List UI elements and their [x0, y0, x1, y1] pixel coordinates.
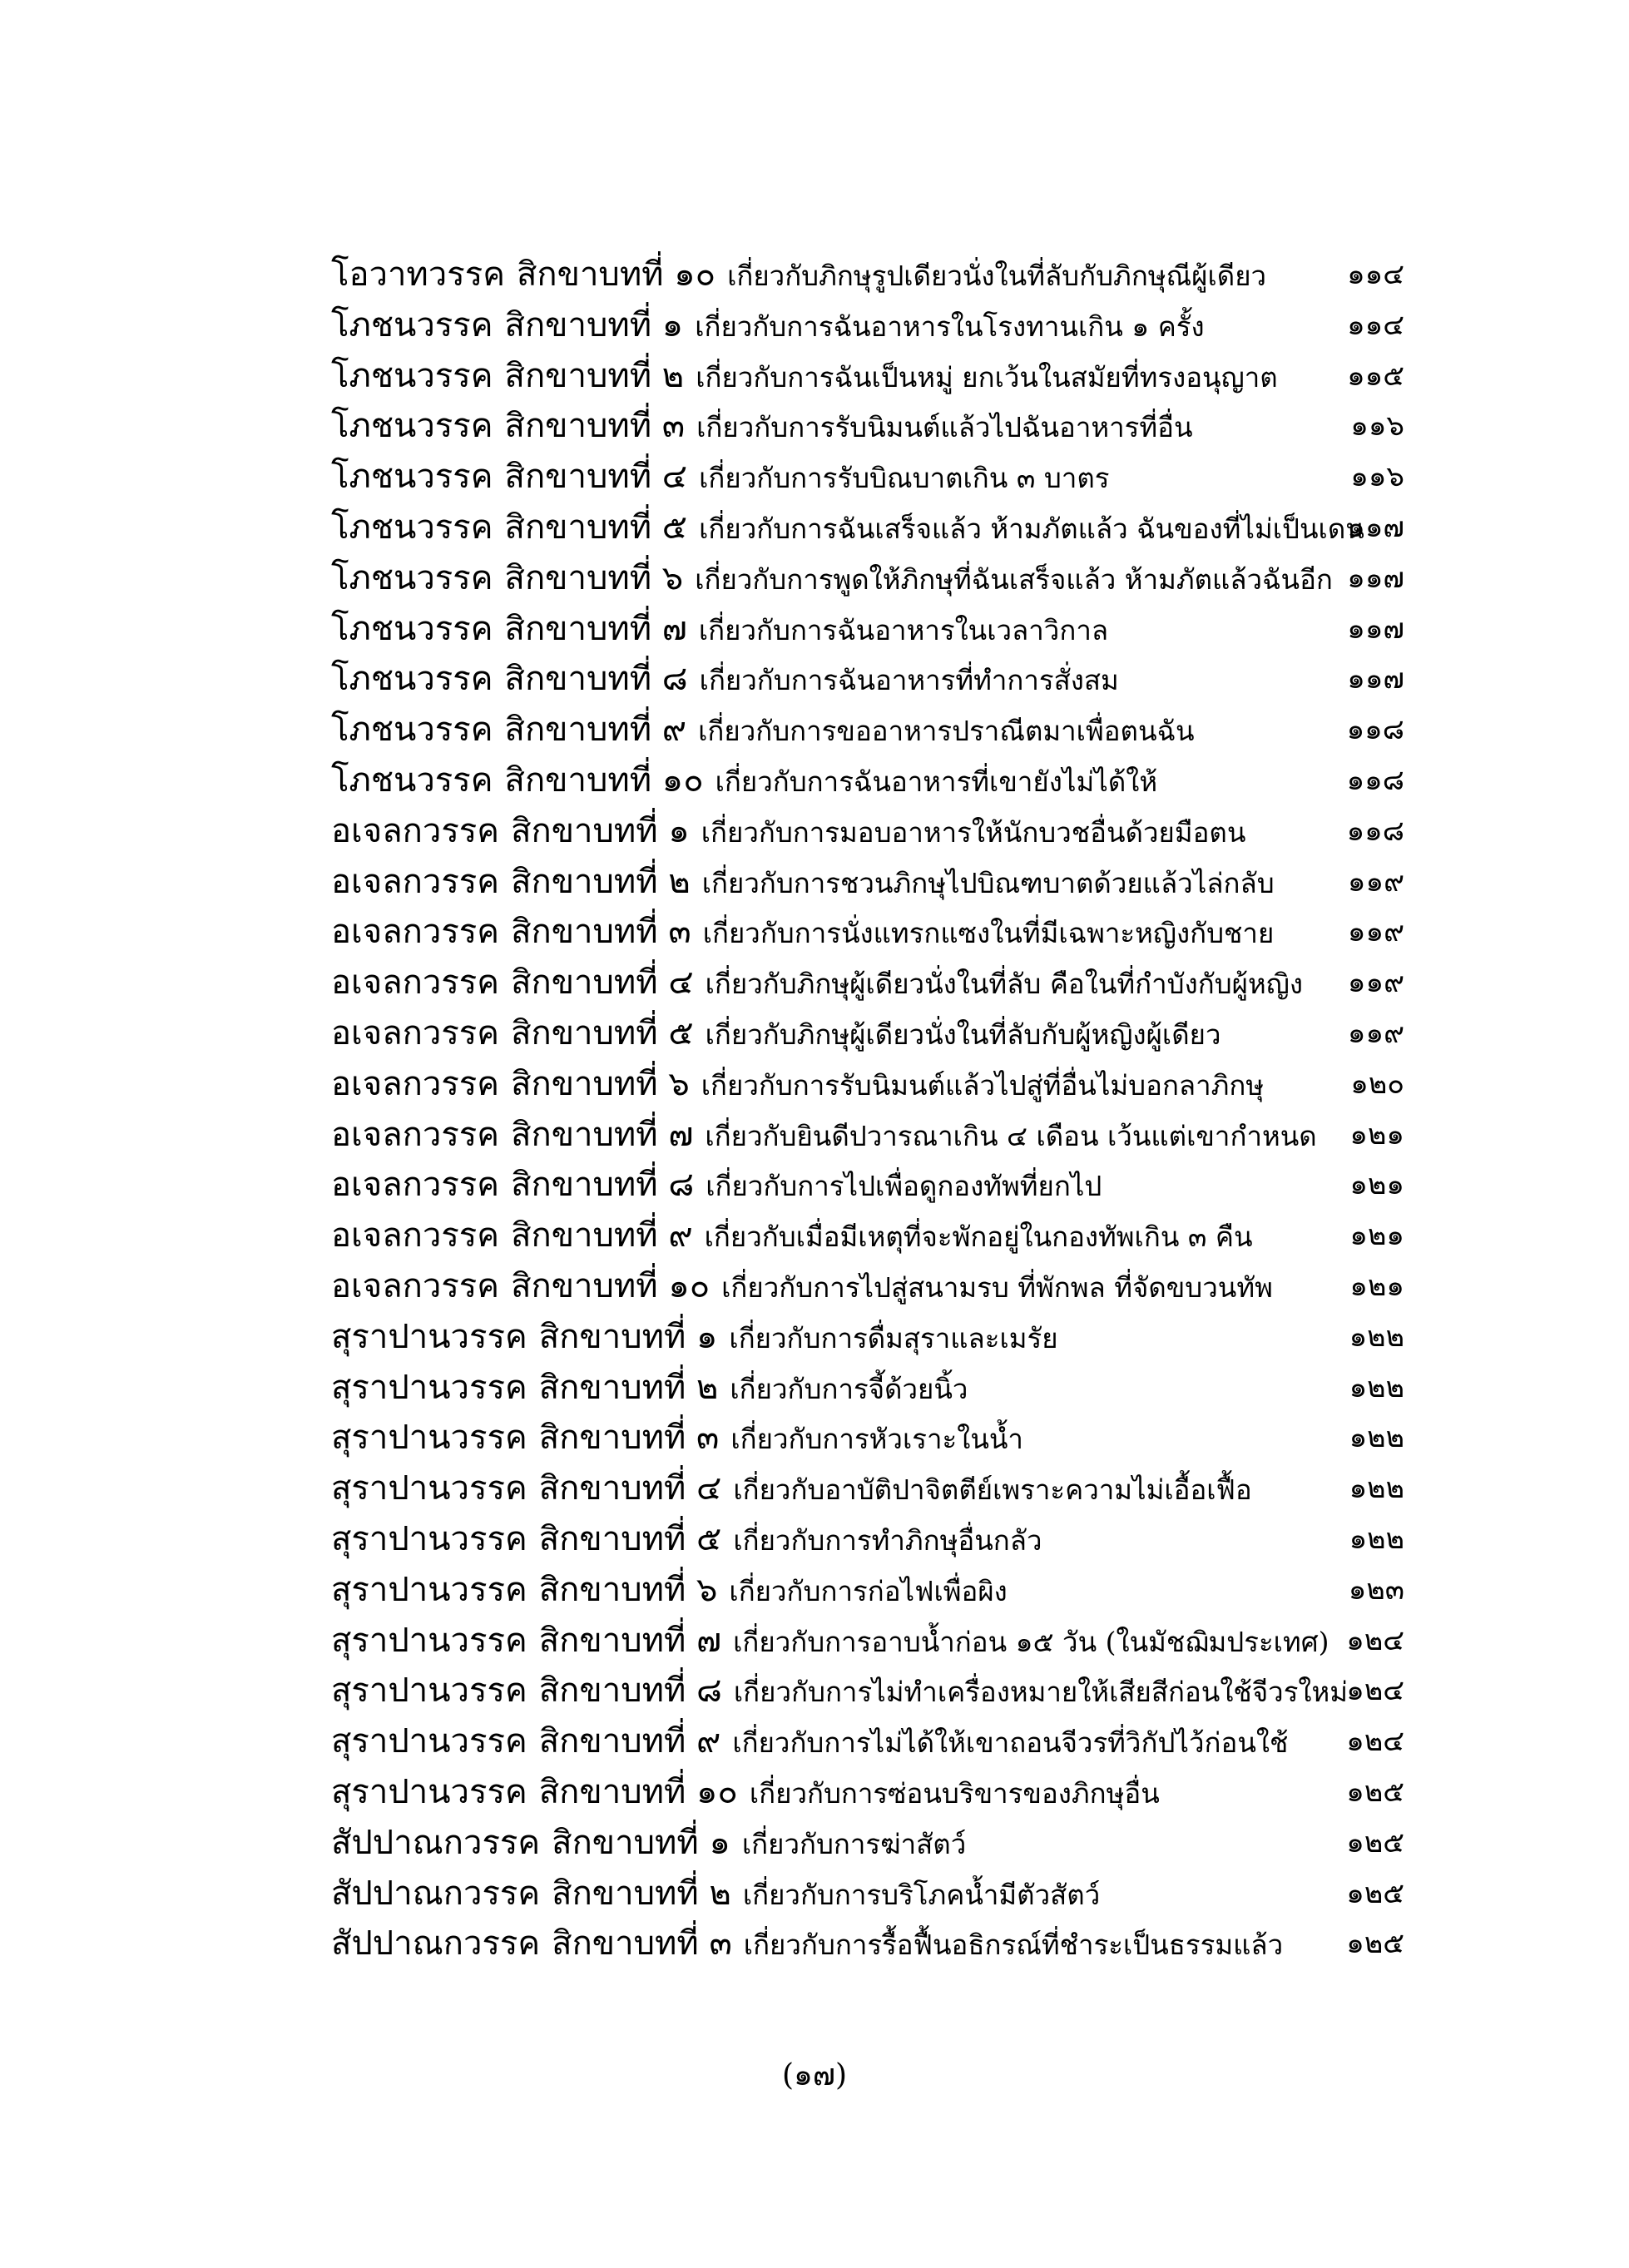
- toc-chapter-name: สัปปาณกวรรค: [331, 1924, 541, 1963]
- toc-page-number: ๑๑๔: [1347, 308, 1404, 342]
- toc-rule-number: สิกขาบทที่ ๑: [511, 811, 690, 850]
- toc-page-number: ๑๒๔: [1346, 1623, 1404, 1657]
- toc-rule-number: สิกขาบทที่ ๗: [504, 609, 687, 648]
- toc-rule-number: สิกขาบทที่ ๖: [504, 558, 684, 597]
- toc-entry: [331, 1110, 1404, 1161]
- toc-chapter-name: อเจลกวรรค: [331, 1266, 500, 1305]
- toc-chapter-name: โภชนวรรค: [331, 356, 493, 395]
- toc-rule-number: สิกขาบทที่ ๔: [511, 963, 694, 1003]
- toc-page-number: ๑๑๙: [1347, 915, 1404, 949]
- toc-page-number: ๑๑๖: [1350, 409, 1404, 443]
- toc-rule-number: สิกขาบทที่ ๑๐: [516, 255, 716, 294]
- toc-rule-description: เกี่ยวกับการไปสู่สนามรบ ที่พักพล ที่จัดขบวนทัพ: [721, 1270, 1273, 1304]
- toc-chapter-name: สุราปานวรรค: [331, 1368, 527, 1407]
- toc-entry: [331, 1666, 1404, 1716]
- toc-rule-description: เกี่ยวกับภิกษุผู้เดียวนั่งในที่ลับ คือในที่กำบังกับผู้หญิง: [705, 968, 1303, 1001]
- toc-rule-description: เกี่ยวกับการหัวเราะในน้ำ: [730, 1423, 1023, 1456]
- toc-rule-description: เกี่ยวกับการพูดให้ภิกษุที่ฉันเสร็จแล้ว ห้ามภัตแล้วฉันอีก: [695, 562, 1333, 596]
- toc-chapter-name: สุราปานวรรค: [331, 1772, 527, 1811]
- toc-rule-number: สิกขาบทที่ ๓: [538, 1419, 720, 1458]
- toc-chapter-name: อเจลกวรรค: [331, 1064, 500, 1103]
- toc-rule-number: สิกขาบทที่ ๖: [511, 1064, 690, 1103]
- toc-rule-number: สิกขาบทที่ ๑๐: [511, 1266, 711, 1305]
- toc-rule-number: สิกขาบทที่ ๗: [511, 1115, 694, 1154]
- toc-rule-description: เกี่ยวกับการดื่มสุราและเมรัย: [729, 1321, 1058, 1354]
- toc-chapter-name: โภชนวรรค: [331, 660, 493, 699]
- toc-rule-description: เกี่ยวกับการไม่ได้ให้เขาถอนจีวรที่วิกัปไว้ก่อนใช้: [732, 1726, 1289, 1760]
- toc-chapter-name: โภชนวรรค: [331, 760, 493, 800]
- toc-rule-description: เกี่ยวกับการฉันอาหารในโรงทานเกิน ๑ ครั้ง: [695, 309, 1205, 343]
- toc-entry: [331, 907, 1404, 958]
- toc-rule-number: สิกขาบทที่ ๕: [538, 1519, 722, 1558]
- toc-page-number: ๑๑๗: [1347, 662, 1404, 696]
- toc-page-number: ๑๑๖: [1350, 460, 1404, 494]
- toc-rule-number: สิกขาบทที่ ๑๐: [504, 760, 704, 800]
- toc-chapter-name: สุราปานวรรค: [331, 1519, 527, 1558]
- toc-rule-number: สิกขาบทที่ ๙: [538, 1722, 721, 1761]
- toc-page-number: ๑๑๙: [1347, 966, 1404, 1000]
- toc-entry: [331, 1413, 1404, 1463]
- toc-chapter-name: โภชนวรรค: [331, 609, 493, 648]
- toc-entry: [331, 503, 1404, 553]
- toc-chapter-name: โภชนวรรค: [331, 458, 493, 497]
- toc-rule-number: สิกขาบทที่ ๖: [538, 1570, 718, 1609]
- toc-page-number: ๑๒๔: [1346, 1674, 1404, 1708]
- toc-chapter-name: สุราปานวรรค: [331, 1419, 527, 1458]
- toc-page-number: ๑๒๕: [1346, 1775, 1404, 1809]
- toc-rule-description: เกี่ยวกับการฉันเป็นหมู่ ยกเว้นในสมัยที่ทรงอนุญาต: [696, 360, 1278, 394]
- toc-page-number: ๑๑๗: [1347, 612, 1404, 646]
- toc-page-number: ๑๒๕: [1346, 1876, 1404, 1910]
- toc-entry: [331, 1312, 1404, 1363]
- toc-chapter-name: สุราปานวรรค: [331, 1570, 527, 1609]
- toc-rule-description: เกี่ยวกับการจี้ด้วยนิ้ว: [730, 1372, 968, 1405]
- toc-rule-description: เกี่ยวกับการชวนภิกษุไปบิณฑบาตด้วยแล้วไล่กลับ: [701, 866, 1275, 899]
- toc-entry: [331, 705, 1404, 755]
- toc-entry: [331, 604, 1404, 655]
- toc-rule-description: เกี่ยวกับการไปเพื่อดูกองทัพที่ยกไป: [706, 1170, 1102, 1203]
- toc-page-number: ๑๑๗: [1347, 510, 1404, 544]
- toc-rule-description: เกี่ยวกับการรับนิมนต์แล้วไปฉันอาหารที่อื่น: [696, 411, 1193, 444]
- toc-chapter-name: โอวาทวรรค: [331, 255, 505, 294]
- toc-rule-description: เกี่ยวกับภิกษุรูปเดียวนั่งในที่ลับกับภิกษุณีผู้เดียว: [727, 260, 1267, 292]
- toc-rule-description: เกี่ยวกับการไม่ทำเครื่องหมายให้เสียสีก่อนใช้จีวรใหม่: [733, 1676, 1349, 1709]
- toc-entry: [331, 1565, 1404, 1616]
- toc-entry: [331, 1059, 1404, 1110]
- toc-rule-description: เกี่ยวกับการฉันเสร็จแล้ว ห้ามภัตแล้ว ฉันของที่ไม่เป็นเดน: [699, 512, 1364, 545]
- toc-entry: [331, 857, 1404, 908]
- toc-entry: [331, 351, 1404, 402]
- toc-page-number: ๑๑๙: [1347, 864, 1404, 899]
- toc-chapter-name: อเจลกวรรค: [331, 913, 500, 952]
- toc-entry: [331, 1160, 1404, 1211]
- toc-rule-description: เกี่ยวกับการขออาหารปราณีตมาเพื่อตนฉัน: [698, 715, 1195, 748]
- toc-page-number: ๑๒๒: [1349, 1472, 1404, 1506]
- toc-chapter-name: อเจลกวรรค: [331, 1115, 500, 1154]
- toc-rule-description: เกี่ยวกับการซ่อนบริขารของภิกษุอื่น: [749, 1776, 1160, 1810]
- toc-page-number: ๑๒๒: [1349, 1370, 1404, 1404]
- toc-chapter-name: อเจลกวรรค: [331, 963, 500, 1003]
- toc-rule-number: สิกขาบทที่ ๑: [538, 1317, 718, 1356]
- toc-page-number: ๑๑๘: [1346, 814, 1404, 848]
- toc-rule-description: เกี่ยวกับการทำภิกษุอื่นกลัว: [733, 1523, 1042, 1557]
- toc-chapter-name: อเจลกวรรค: [331, 1166, 500, 1205]
- toc-entry: [331, 755, 1404, 806]
- toc-entry: [331, 654, 1404, 705]
- toc-page-number: ๑๑๔: [1347, 258, 1404, 291]
- toc-page-number: ๑๒๕: [1346, 1927, 1404, 1961]
- toc-entry: [331, 250, 1404, 300]
- toc-rule-number: สิกขาบทที่ ๙: [511, 1216, 693, 1255]
- toc-rule-description: เกี่ยวกับการรับนิมนต์แล้วไปสู่ที่อื่นไม่บอกลาภิกษุ: [701, 1068, 1265, 1102]
- toc-page-number: ๑๒๑: [1349, 1168, 1404, 1202]
- toc-chapter-name: อเจลกวรรค: [331, 1013, 500, 1052]
- toc-rule-number: สิกขาบทที่ ๘: [511, 1166, 695, 1205]
- toc-entry: [331, 1716, 1404, 1767]
- toc-page-number: ๑๒๒: [1349, 1320, 1404, 1354]
- toc-entry: [331, 553, 1404, 604]
- toc-rule-number: สิกขาบทที่ ๔: [538, 1469, 722, 1508]
- toc-rule-description: เกี่ยวกับการอาบน้ำก่อน ๑๕ วัน (ในมัชฌิมประเทศ): [733, 1625, 1329, 1658]
- toc-page-number: ๑๑๘: [1346, 763, 1404, 797]
- toc-chapter-name: โภชนวรรค: [331, 558, 493, 597]
- toc-rule-number: สิกขาบทที่ ๕: [511, 1013, 694, 1052]
- toc-rule-description: เกี่ยวกับการมอบอาหารให้นักบวชอื่นด้วยมือตน: [701, 815, 1246, 849]
- toc-page-number: ๑๒๔: [1346, 1725, 1404, 1759]
- toc-chapter-name: อเจลกวรรค: [331, 811, 500, 850]
- toc-entry: [331, 1261, 1404, 1312]
- toc-entry: [331, 1818, 1404, 1869]
- toc-page-number: ๑๑๗: [1347, 561, 1404, 595]
- toc-entry: [331, 806, 1404, 857]
- toc-chapter-name: สัปปาณกวรรค: [331, 1823, 541, 1862]
- toc-rule-description: เกี่ยวกับอาบัติปาจิตตีย์เพราะความไม่เอื้อเฟื้อ: [733, 1473, 1252, 1507]
- toc-chapter-name: โภชนวรรค: [331, 407, 493, 446]
- toc-chapter-name: อเจลกวรรค: [331, 1216, 500, 1255]
- toc-page-number: ๑๑๘: [1346, 713, 1404, 747]
- toc-rule-number: สิกขาบทที่ ๘: [504, 660, 688, 699]
- toc-rule-description: เกี่ยวกับการรื้อฟื้นอธิกรณ์ที่ชำระเป็นธรรมแล้ว: [743, 1929, 1284, 1962]
- toc-chapter-name: อเจลกวรรค: [331, 862, 500, 901]
- toc-page-number: ๑๒๒: [1349, 1421, 1404, 1455]
- toc-page-number: ๑๒๓: [1348, 1572, 1404, 1607]
- toc-rule-number: สิกขาบทที่ ๑๐: [538, 1772, 738, 1811]
- toc-rule-description: เกี่ยวกับเมื่อมีเหตุที่จะพักอยู่ในกองทัพเกิน ๓ คืน: [704, 1221, 1253, 1254]
- toc-rule-number: สิกขาบทที่ ๑: [504, 305, 684, 344]
- toc-rule-number: สิกขาบทที่ ๑: [552, 1823, 730, 1862]
- toc-rule-description: เกี่ยวกับการฉันอาหารที่เขายังไม่ได้ให้: [715, 765, 1158, 798]
- toc-entry: [331, 1463, 1404, 1514]
- toc-rule-description: เกี่ยวกับการฆ่าสัตว์: [741, 1827, 967, 1860]
- toc-entry: [331, 1616, 1404, 1666]
- toc-rule-number: สิกขาบทที่ ๓: [552, 1924, 732, 1963]
- toc-page-number: ๑๒๑: [1349, 1219, 1404, 1253]
- toc-entry: [331, 1869, 1404, 1919]
- toc-rule-number: สิกขาบทที่ ๕: [504, 508, 688, 547]
- toc-chapter-name: สุราปานวรรค: [331, 1469, 527, 1508]
- toc-entry: [331, 1363, 1404, 1414]
- toc-page-number: ๑๒๒: [1349, 1522, 1404, 1556]
- toc-rule-number: สิกขาบทที่ ๒: [552, 1874, 731, 1913]
- table-of-contents: [331, 250, 1404, 1969]
- toc-page-number: ๑๒๕: [1346, 1825, 1404, 1859]
- toc-entry: [331, 1211, 1404, 1261]
- toc-chapter-name: สุราปานวรรค: [331, 1671, 527, 1711]
- toc-rule-description: เกี่ยวกับการก่อไฟเพื่อผิง: [729, 1574, 1008, 1607]
- toc-rule-number: สิกขาบทที่ ๘: [538, 1671, 722, 1711]
- toc-chapter-name: โภชนวรรค: [331, 711, 493, 750]
- toc-entry: [331, 452, 1404, 503]
- toc-page-number: ๑๒๐: [1350, 1067, 1404, 1101]
- toc-entry: [331, 1767, 1404, 1818]
- toc-rule-description: เกี่ยวกับยินดีปวารณาเกิน ๔ เดือน เว้นแต่เขากำหนด: [705, 1119, 1317, 1152]
- toc-entry: [331, 300, 1404, 351]
- toc-entry: [331, 1008, 1404, 1059]
- toc-chapter-name: สุราปานวรรค: [331, 1621, 527, 1660]
- toc-entry: [331, 401, 1404, 452]
- toc-chapter-name: โภชนวรรค: [331, 305, 493, 344]
- toc-rule-description: เกี่ยวกับภิกษุผู้เดียวนั่งในที่ลับกับผู้หญิงผู้เดียว: [705, 1018, 1221, 1051]
- toc-rule-description: เกี่ยวกับการฉันอาหารที่ทำการสั่งสม: [699, 664, 1119, 697]
- toc-page-number: ๑๒๑: [1349, 1117, 1404, 1151]
- toc-chapter-name: สุราปานวรรค: [331, 1317, 527, 1356]
- toc-rule-number: สิกขาบทที่ ๓: [511, 913, 691, 952]
- toc-chapter-name: สุราปานวรรค: [331, 1722, 527, 1761]
- toc-rule-number: สิกขาบทที่ ๙: [504, 711, 687, 750]
- toc-chapter-name: สัปปาณกวรรค: [331, 1874, 541, 1913]
- toc-page-number: ๑๒๑: [1349, 1269, 1404, 1303]
- toc-rule-number: สิกขาบทที่ ๓: [504, 407, 686, 446]
- toc-rule-description: เกี่ยวกับการรับบิณบาตเกิน ๓ บาตร: [699, 462, 1110, 495]
- toc-page-number: ๑๑๕: [1347, 359, 1404, 393]
- toc-rule-description: เกี่ยวกับการนั่งแทรกแซงในที่มีเฉพาะหญิงกับชาย: [702, 917, 1275, 950]
- toc-rule-number: สิกขาบทที่ ๒: [511, 862, 691, 901]
- toc-page-number: ๑๑๙: [1347, 1016, 1404, 1050]
- toc-rule-number: สิกขาบทที่ ๒: [538, 1368, 719, 1407]
- toc-entry: [331, 1919, 1404, 1969]
- toc-rule-number: สิกขาบทที่ ๒: [504, 356, 685, 395]
- page-number-footer: (๑๗): [781, 2058, 847, 2092]
- toc-entry: [331, 1514, 1404, 1565]
- toc-rule-number: สิกขาบทที่ ๔: [504, 458, 688, 497]
- toc-rule-number: สิกขาบทที่ ๗: [538, 1621, 722, 1660]
- toc-chapter-name: โภชนวรรค: [331, 508, 493, 547]
- toc-rule-description: เกี่ยวกับการฉันอาหารในเวลาวิกาล: [698, 613, 1109, 646]
- toc-entry: [331, 958, 1404, 1008]
- toc-rule-description: เกี่ยวกับการบริโภคน้ำมีตัวสัตว์: [742, 1878, 1101, 1911]
